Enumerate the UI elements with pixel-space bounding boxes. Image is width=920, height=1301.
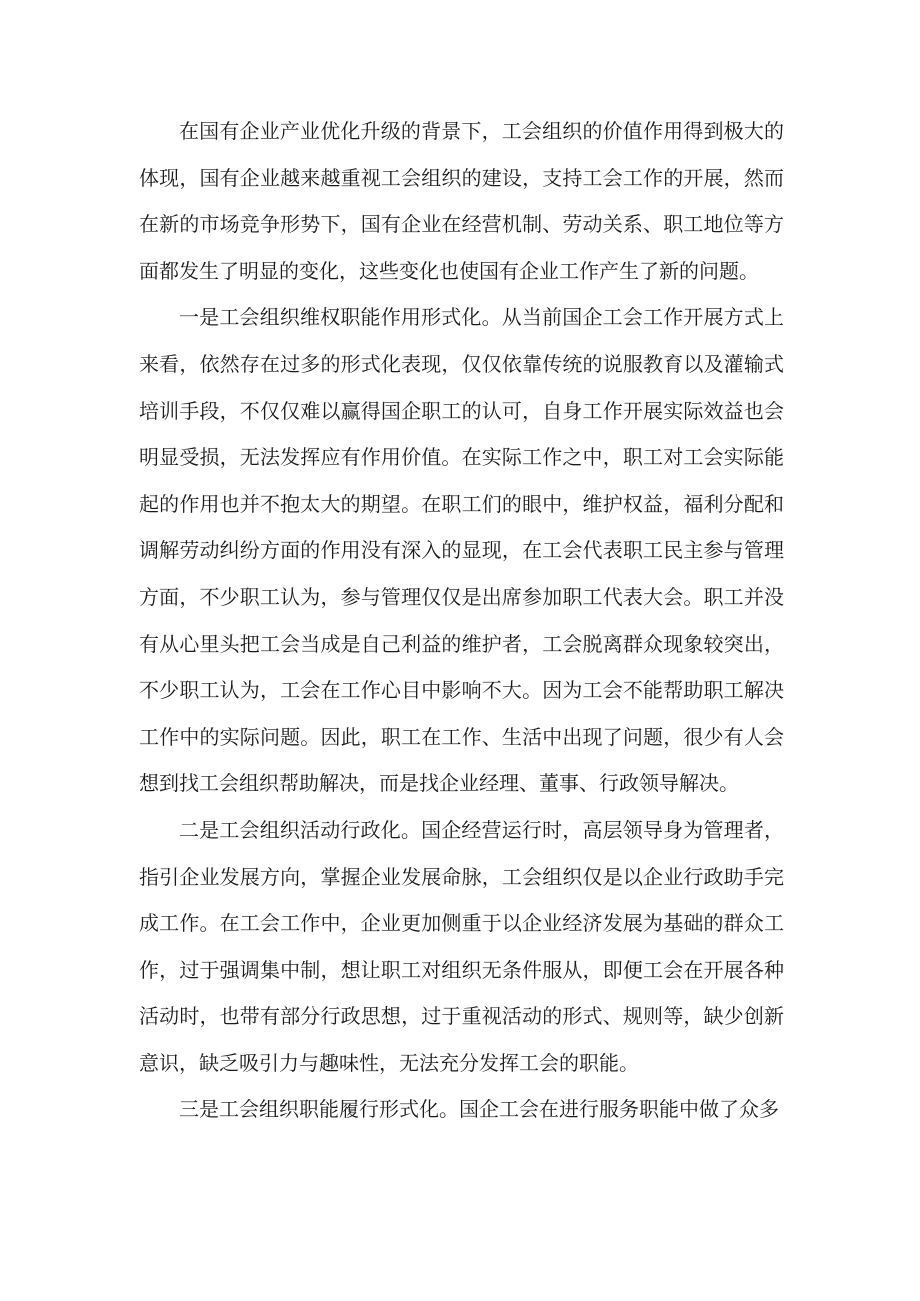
paragraph-point-one: 一是工会组织维权职能作用形式化。从当前国企工会工作开展方式上来看，依然存在过多的形式化表现，仅仅依靠传统的说服教育以及灌输式培训手段，不仅仅难以赢得国企职工的认可，自身工作开展实际效益也会明显受损，无法发挥应有作用价值。在实际工作之中，职工对工会实际能起的作用也并不抱太大的期望。在职工们的眼中，维护权益，福利分配和调解劳动纠纷方面的作用没有深入的显现，在工会代表职工民主参与管理方面，不少职工认为，参与管理仅仅是出席参加职工代表大会。职工并没有从心里头把工会当成是自己利益的维护者，工会脱离群众现象较突出，不少职工认为，工会在工作心目中影响不大。因为工会不能帮助职工解决工作中的实际问题。因此，职工在工作、生活中出现了问题，很少有人会想到找工会组织帮助解决，而是找企业经理、董事、行政领导解决。 (139, 305, 784, 796)
paragraph-point-two: 二是工会组织活动行政化。国企经营运行时，高层领导身为管理者，指引企业发展方向，掌握企业发展命脉，工会组织仅是以企业行政助手完成工作。在工会工作中，企业更加侧重于以企业经济发展为基础的群众工作，过于强调集中制，想让职工对组织无条件服从，即便工会在开展各种活动时，也带有部分行政思想，过于重视活动的形式、规则等，缺少创新意识，缺乏吸引力与趣味性，无法充分发挥工会的职能。 (139, 817, 784, 1075)
paragraph-intro: 在国有企业产业优化升级的背景下，工会组织的价值作用得到极大的体现，国有企业越来越重视工会组织的建设，支持工会工作的开展，然而在新的市场竞争形势下，国有企业在经营机制、劳动关系、职工地位等方面都发生了明显的变化，这些变化也使国有企业工作产生了新的问题。 (139, 119, 784, 283)
paragraph-point-three: 三是工会组织职能履行形式化。国企工会在进行服务职能中做了众多 (179, 1097, 779, 1122)
document-body (139, 108, 784, 1133)
